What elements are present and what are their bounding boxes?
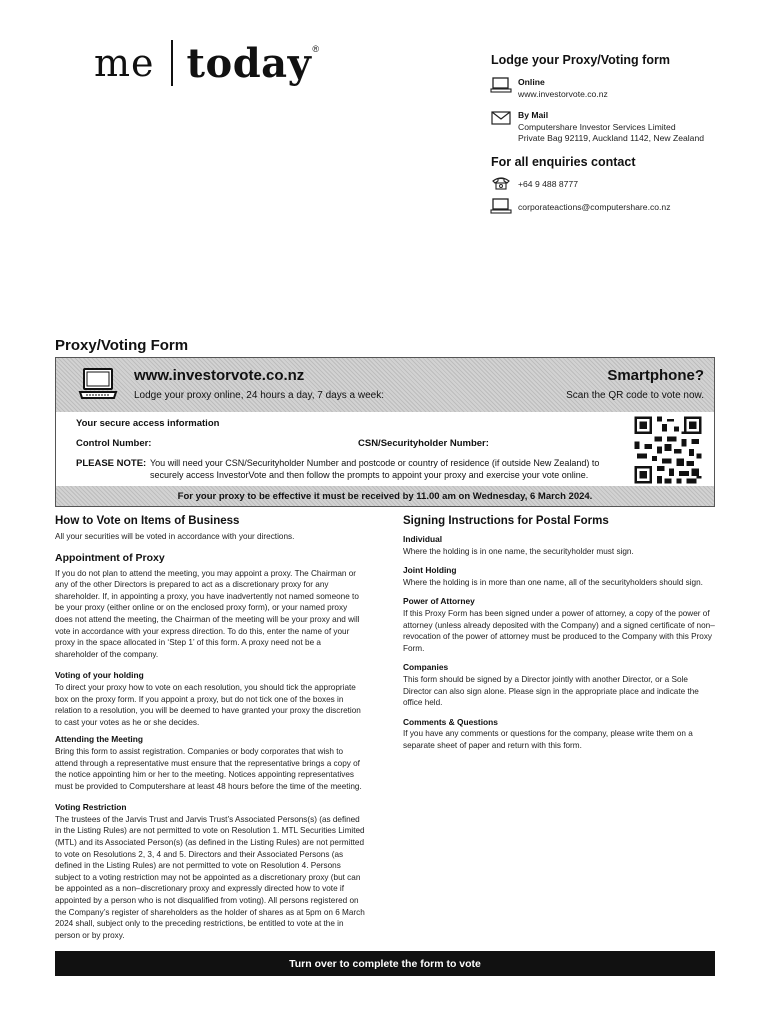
- poa-text: If this Proxy Form has been signed under a power of attorney, a copy of the power of attorney (unless already deposited with the Company) and a signed certificate of non–revocation of the power of attorney must be produced to the Company with this Proxy Form.: [403, 608, 715, 653]
- comments-heading: Comments & Questions: [403, 716, 498, 727]
- mail-line2: Private Bag 92119, Auckland 1142, New Zealand: [518, 133, 705, 143]
- how-to-vote-intro: All your securities will be voted in accordance with your directions.: [55, 532, 295, 541]
- control-number-label: Control Number:: [76, 438, 152, 449]
- phone-number[interactable]: +64 9 488 8777: [518, 179, 578, 189]
- companies-text: This form should be signed by a Director jointly with another Director, or a Sole Director can also sign alone. Please sign in the appropriate place and indicate the office held.: [403, 674, 699, 708]
- please-note-text: You will need your CSN/Securityholder Number and postcode or country of residence (if outside New Zealand) to securely access InvestorVote and then follow the prompts to appoint your proxy and exercise your vote online.: [150, 458, 600, 480]
- individual-heading: Individual: [403, 534, 443, 544]
- comments-text: If you have any comments or questions for the company, please write them on a separate sheet of paper and return with this form.: [403, 729, 693, 750]
- appointment-heading: Appointment of Proxy: [55, 551, 165, 564]
- form-title: Proxy/Voting Form: [55, 337, 189, 354]
- qr-code-icon[interactable]: [632, 414, 704, 486]
- access-box: [55, 357, 715, 507]
- please-note-label: PLEASE NOTE:: [76, 458, 147, 469]
- enquiries-phone: [490, 175, 578, 191]
- online-label: Online: [518, 77, 545, 87]
- enquiries-email: [490, 198, 671, 214]
- attending-text: Bring this form to assist registration. Companies or body corporates that wish to attend through a representative must ensure that the representative brings a copy of the notice appointing him or her to the meeting. Notices appointing representatives must be provided to Computershare at least 48 hours before the time of the meeting.: [55, 746, 362, 791]
- joint-text: Where the holding is in more than one name, all of the securityholders should sign.: [403, 577, 703, 587]
- lodge-mail: [490, 110, 704, 145]
- enquiries-heading: For all enquiries contact: [491, 155, 636, 169]
- joint-heading: Joint Holding: [403, 565, 457, 576]
- investorvote-url[interactable]: www.investorvote.co.nz: [134, 367, 305, 384]
- restriction-text: The trustees of the Jarvis Trust and Jarvis Trust’s Associated Persons(s) (as defined in the Listing Rules) are not permitted to vote on Resolution 1. MTL Securities Limited (MTL) and its Associated Person(s) (as defined in the Listing Rules) are not permitted to vote on Resolutions 2, 3, 4 and 5. Directors and their Associated Persons (as defined in the Listing Rules) are not permitted to vote on Resolution 4. Persons subject to a voting restriction may not be appointed as a discretionary proxy (but can be appointed as a non–discretionary proxy and expressly directed how to vote if appointed by a person who is not disqualified from voting). All persons registered on the Company’s register of shareholders as the holder of shares as at 5pm on 6 March 2024 shall, subject only to the preceding restrictions, be entitled to vote at the in person or by proxy.: [55, 814, 365, 940]
- csn-label: CSN/Securityholder Number:: [358, 438, 489, 449]
- companies-heading: Companies: [403, 662, 449, 673]
- how-to-vote-heading: How to Vote on Items of Business: [55, 515, 240, 527]
- laptop-icon: [490, 198, 512, 214]
- mail-label: By Mail: [518, 110, 549, 120]
- online-banner: [56, 358, 714, 412]
- restriction-heading: Voting Restriction: [55, 802, 127, 813]
- logo-divider: [171, 40, 173, 86]
- company-logo: [94, 38, 319, 88]
- investorvote-subtitle: Lodge your proxy online, 24 hours a day, 7 days a week:: [134, 390, 384, 401]
- poa-heading: Power of Attorney: [403, 596, 475, 607]
- phone-icon: [490, 175, 512, 191]
- voting-holding-text: To direct your proxy how to vote on each resolution, you should tick the appropriate box on the proxy form. If you appoint a proxy, but do not tick one of the boxes in relation to a resolution, you will be deemed to have granted your proxy the discretion to cast your votes as he or she decides.: [55, 682, 361, 727]
- online-url[interactable]: www.investorvote.co.nz: [518, 88, 608, 99]
- envelope-icon: [490, 110, 512, 126]
- email-address[interactable]: corporateactions@computershare.co.nz: [518, 202, 671, 212]
- logo-me: me: [94, 41, 155, 85]
- smartphone-subtitle: Scan the QR code to vote now.: [566, 390, 704, 401]
- laptop-icon: [490, 77, 512, 93]
- signing-instructions-column: [403, 514, 715, 752]
- lodge-heading: Lodge your Proxy/Voting form: [491, 53, 670, 67]
- attending-heading: Attending the Meeting: [55, 734, 143, 745]
- logo-registered-mark: ®: [312, 44, 319, 54]
- lodge-online: [490, 77, 608, 100]
- mail-line1: Computershare Investor Services Limited: [518, 121, 676, 132]
- smartphone-heading: Smartphone?: [607, 367, 704, 384]
- deadline-banner: For your proxy to be effective it must be received by 11.00 am on Wednesday, 6 March 2024.: [56, 486, 714, 506]
- individual-text: Where the holding is in one name, the securityholder must sign.: [403, 546, 634, 556]
- turn-over-banner: Turn over to complete the form to vote: [55, 951, 715, 976]
- logo-today: today: [186, 39, 312, 87]
- how-to-vote-column: [55, 514, 365, 941]
- appointment-text: If you do not plan to attend the meeting, you may appoint a proxy. The Chairman or any of the other Directors is prepared to act as a discretionary proxy for any shareholder. If, in appointing a proxy, you have inadvertently not named someone to be your proxy (either online or on the enclosed proxy form), or your named proxy does not attend the meeting, the Chairman of the meeting will be your proxy and will vote in accordance with your express direction. To do this, enter the name of your proxy in the space allocated in ‘Step 1’ of this form. A proxy need not be a shareholder of the company.: [55, 568, 360, 659]
- laptop-icon: [78, 366, 118, 402]
- signing-heading: Signing Instructions for Postal Forms: [403, 515, 609, 527]
- voting-holding-heading: Voting of your holding: [55, 670, 144, 681]
- secure-access-heading: Your secure access information: [76, 418, 220, 429]
